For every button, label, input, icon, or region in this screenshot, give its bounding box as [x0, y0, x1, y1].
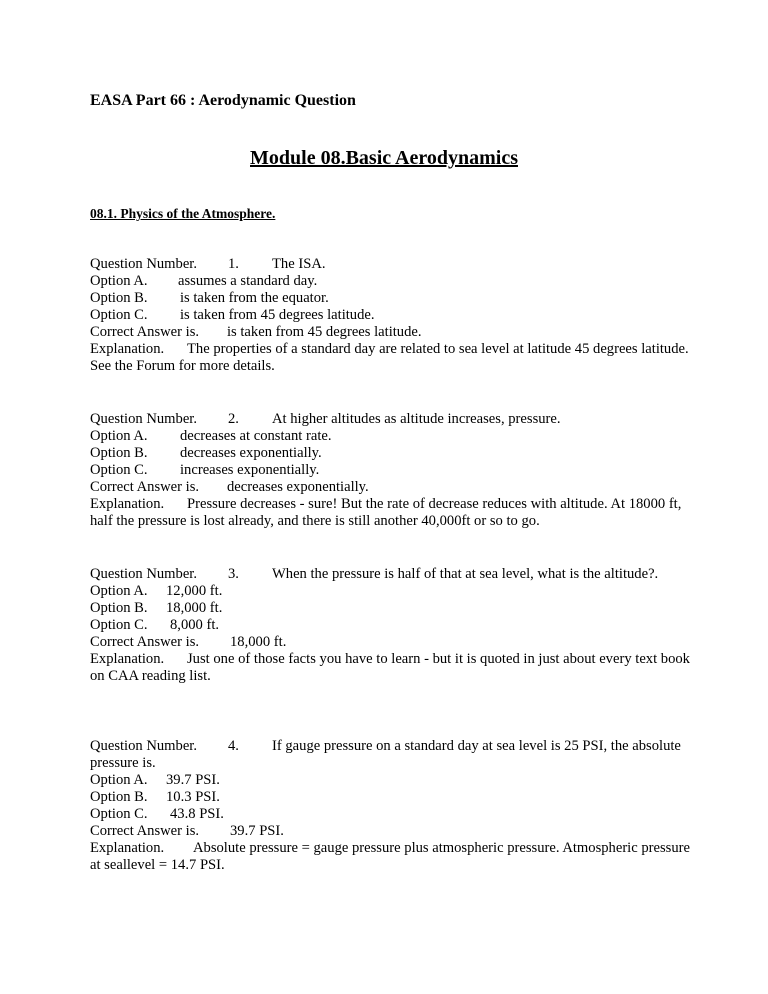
explanation-text: Just one of those facts you have to learn - but it is quoted in just about every text book on CAA reading list.	[90, 651, 690, 684]
explanation-text: Absolute pressure = gauge pressure plus atmospheric pressure. Atmospheric pressure at seallevel = 14.7 PSI.	[90, 840, 690, 873]
explanation	[90, 496, 690, 530]
option-c-text: 8,000 ft.	[170, 617, 220, 633]
question-line	[90, 566, 690, 583]
option-a-text: 12,000 ft.	[166, 583, 223, 599]
question-line	[90, 738, 690, 772]
question-block-1	[90, 256, 690, 375]
correct-answer	[90, 823, 690, 840]
option-c	[90, 462, 690, 479]
option-c-text: is taken from 45 degrees latitude.	[180, 307, 375, 323]
question-number: 2.	[228, 411, 239, 427]
option-c-label: Option C.	[90, 462, 148, 478]
explanation-label: Explanation.	[90, 496, 165, 512]
correct-answer	[90, 634, 690, 651]
explanation-label: Explanation.	[90, 341, 165, 357]
section-title: 08.1. Physics of the Atmosphere.	[90, 206, 276, 221]
question-block-4	[90, 738, 690, 874]
option-b-label: Option B.	[90, 789, 148, 805]
option-a-label: Option A.	[90, 428, 148, 444]
correct-answer-text: 39.7 PSI.	[230, 823, 284, 839]
explanation-label: Explanation.	[90, 840, 165, 856]
correct-answer-text: decreases exponentially.	[227, 479, 369, 495]
option-a	[90, 772, 690, 789]
option-c-text: 43.8 PSI.	[170, 806, 224, 822]
option-b-label: Option B.	[90, 290, 148, 306]
module-title: Module 08.Basic Aerodynamics	[250, 147, 518, 169]
option-a	[90, 428, 690, 445]
question-text: At higher altitudes as altitude increases, pressure.	[272, 411, 561, 427]
correct-answer	[90, 479, 690, 496]
correct-answer	[90, 324, 690, 341]
option-a-text: 39.7 PSI.	[166, 772, 220, 788]
option-b	[90, 600, 690, 617]
question-text: When the pressure is half of that at sea level, what is the altitude?.	[272, 566, 659, 582]
option-a-label: Option A.	[90, 583, 148, 599]
option-b	[90, 789, 690, 806]
option-c	[90, 806, 690, 823]
option-b-text: is taken from the equator.	[180, 290, 329, 306]
correct-answer-label: Correct Answer is.	[90, 823, 200, 839]
document-header: EASA Part 66 : Aerodynamic Question	[90, 92, 356, 109]
explanation	[90, 341, 690, 375]
explanation-text: The properties of a standard day are related to sea level at latitude 45 degrees latitude. See the Forum for more details.	[90, 341, 689, 374]
explanation	[90, 840, 690, 874]
question-block-3	[90, 566, 690, 685]
correct-answer-label: Correct Answer is.	[90, 479, 200, 495]
option-a-text: decreases at constant rate.	[180, 428, 332, 444]
option-c-label: Option C.	[90, 806, 148, 822]
explanation-label: Explanation.	[90, 651, 165, 667]
question-line	[90, 256, 690, 273]
explanation-text: Pressure decreases - sure! But the rate of decrease reduces with altitude. At 18000 ft, half the pressure is lost already, and there is still another 40,000ft or so to go.	[90, 496, 682, 529]
option-c	[90, 307, 690, 324]
option-b-text: 10.3 PSI.	[166, 789, 220, 805]
question-number: 4.	[228, 738, 239, 754]
option-b-label: Option B.	[90, 600, 148, 616]
question-number-label: Question Number.	[90, 566, 198, 582]
question-line	[90, 411, 690, 428]
option-a	[90, 583, 690, 600]
option-c-text: increases exponentially.	[180, 462, 320, 478]
question-number-label: Question Number.	[90, 738, 198, 754]
option-b-label: Option B.	[90, 445, 148, 461]
question-block-2	[90, 411, 690, 530]
question-text: The ISA.	[272, 256, 326, 272]
option-c	[90, 617, 690, 634]
option-b	[90, 290, 690, 307]
option-a-text: assumes a standard day.	[178, 273, 318, 289]
correct-answer-text: is taken from 45 degrees latitude.	[227, 324, 422, 340]
correct-answer-label: Correct Answer is.	[90, 634, 200, 650]
question-number-label: Question Number.	[90, 256, 198, 272]
option-a	[90, 273, 690, 290]
option-a-label: Option A.	[90, 273, 148, 289]
explanation	[90, 651, 690, 685]
option-c-label: Option C.	[90, 307, 148, 323]
option-b-text: decreases exponentially.	[180, 445, 322, 461]
correct-answer-text: 18,000 ft.	[230, 634, 287, 650]
question-number: 1.	[228, 256, 239, 272]
question-number-label: Question Number.	[90, 411, 198, 427]
correct-answer-label: Correct Answer is.	[90, 324, 200, 340]
option-b-text: 18,000 ft.	[166, 600, 223, 616]
question-text: If gauge pressure on a standard day at sea level is 25 PSI, the absolute pressure is.	[90, 738, 681, 771]
option-b	[90, 445, 690, 462]
option-a-label: Option A.	[90, 772, 148, 788]
option-c-label: Option C.	[90, 617, 148, 633]
question-number: 3.	[228, 566, 239, 582]
